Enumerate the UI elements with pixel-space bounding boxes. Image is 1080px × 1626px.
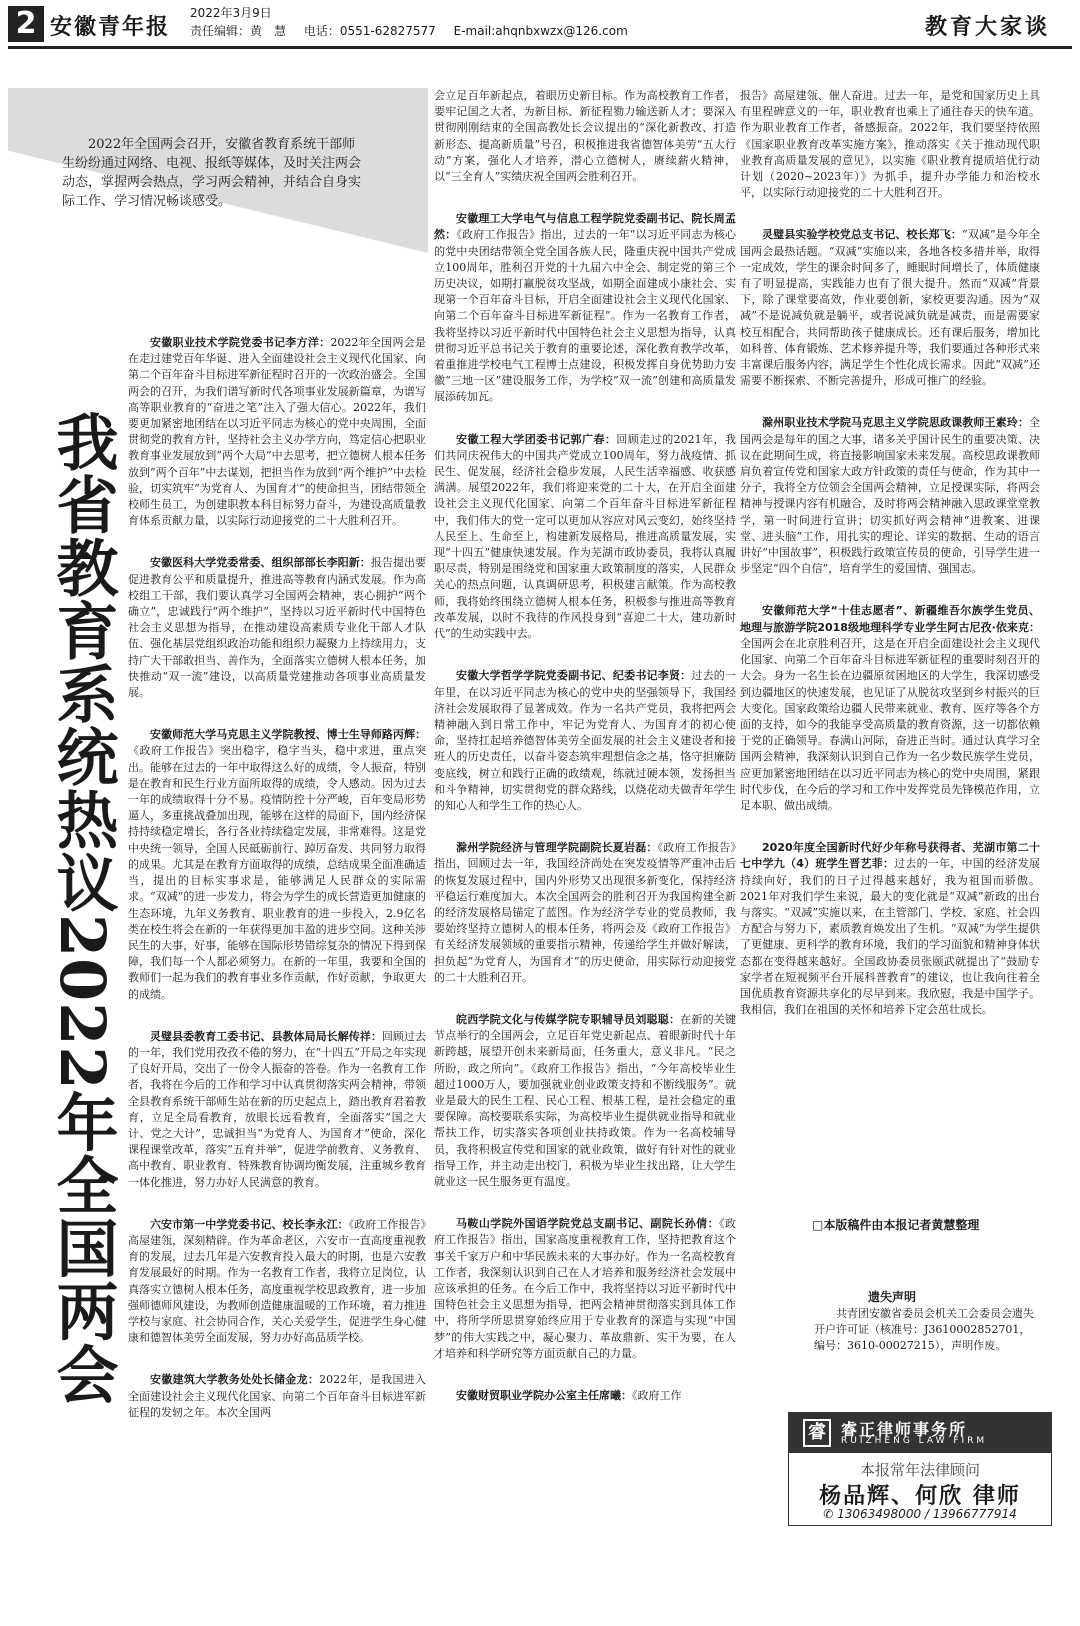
editor-name: 责任编辑：黄 慧	[190, 24, 287, 38]
article	[740, 840, 1040, 1018]
masthead-rule	[8, 46, 1072, 49]
speaker: 安徽医科大学党委常委、组织部部长李阳新：	[150, 556, 371, 570]
law-firm-logo-icon: 睿	[803, 1419, 831, 1447]
speaker: 安徽工程大学团委书记郭广春：	[456, 432, 617, 446]
phone: 电话：0551-62827577	[303, 24, 436, 38]
article-body: 报告提出要促进教育公平和质量提升，推进高等教育内涵式发展。作为高校组工干部，我们要认真学习全国两会精神，衷心拥护“两个确立”，忠诚践行“两个维护”，坚持以习近平新时代中国特色社会主义思想为指导，在推动建设高素质专业化干部人才队伍、强化基层党组织政治功能和组织力凝聚力上持续用力，支持广大干部敢担当、善作为，全面落实立德树人根本任务，加快推动“双一流”建设，以高质量党建推动各项事业高质量发展。	[128, 556, 427, 700]
article-body: 《政府工作报告》指出，过去的一年“以习近平同志为核心的党中央团结带领全党全国各族人民，隆重庆祝中国共产党成立100周年，胜利召开党的十九届六中全会、制定党的第三个历史决议，如期打赢脱贫攻坚战，如期全面建成小康社会、实现第一个百年奋斗目标，开启全面建设社会主义现代化国家、向第二个百年奋斗目标进军新征程”。作为一名教育工作者，我将坚持以习近平新时代中国特色社会主义思想为指导，认真贯彻习近平总书记关于教育的重要论述，深化教育教学改革，着重推进学校电气工程博士点建设，积极发挥自身优势助力安徽“三地一区”建设服务工作，为学校“双一流”创建和高质量发展添砖加瓦。	[434, 228, 737, 404]
article-body: 《政府工作报告》高屋建瓴，深刻精辟。作为革命老区，六安市一直高度重视教育的发展，过去几年是六安教育投入最大的时期，也是六安教育发展最好的时期。作为一名教育工作者，我将立足岗位，认真落实立德树人根本任务，高度重视学校思政教育，进一步加强师德师风建设，为教师创造健康温暖的工作环境，着力推进学校与家庭、社会协同合作，关心关爱学生，促进学生身心健康和德智体美劳全面发展，努力办好高品质学校。	[128, 1217, 426, 1345]
law-firm-name-en: RUIZHENG LAW FIRM	[841, 1436, 988, 1446]
article	[434, 1388, 736, 1404]
speaker: 安徽大学哲学学院党委副书记、纪委书记李贤：	[456, 669, 692, 683]
article-body: 回顾过去的一年，我们党用孜孜不倦的努力，在“十四五”开局之年实现了良好开局，交出了一份令人振奋的答卷。作为一名教育工作者，我将在今后的工作和学习中认真贯彻落实两会精神，带领全县教育系统干部师生站在新的历史起点上，踏出教育君着教育，立足全局看教育，放眼长远看教育，全面落实“国之大计、党之大计”，忠诚担当“为党育人、为国育才”使命，深化课程课堂改革，落实“五育并举”，促进学前教育、义务教育、高中教育、职业教育、特殊教育协调均衡发展，注重城乡教育一体化推进，努力办好人民满意的教育。	[128, 1029, 426, 1189]
article	[434, 1012, 736, 1190]
article	[128, 335, 426, 529]
article-continued	[434, 88, 736, 185]
speaker: 安徽理工大学电气与信息工程学院党委副书记、院长周孟然：	[434, 212, 736, 242]
article-body: 过去的一年，中国的经济发展持续向好，我们的日子过得越来越好，我为祖国而骄傲。2021年对我们学生来说，最大的变化就是“双减”新政的出台与落实。“双减”实施以来，在主管部门、学校、家庭、社会四方配合与努力下，素质教育焕发出了生机。“双减”为学生提供了更健康、更科学的教育环境，我们的学习面貌和精神身体状态都在变得越来越好。全国政协委员张颐武就提出了“鼓励专家学者在短视频平台开展科普教育”的建议，也让我向往着全国优质教育资源共享化的尽早到来。我欣慰，我是中国学子。我相信，我们在祖国的关怀和培养下定会茁壮成长。	[740, 857, 1041, 1017]
article	[128, 555, 426, 701]
lost-notice-body: 共青团安徽省委员会机关工会委员会遗失开户许可证（核准号：J3610002852701，编号：3610-00027215），声明作废。	[814, 1307, 1034, 1352]
speaker: 2020年度全国新时代好少年称号获得者、芜湖市第二十七中学九（4）班学生晋艺菲：	[740, 841, 1040, 871]
editor-contact	[190, 22, 642, 40]
ad-phone: ✆ 13063498000 / 13966777914	[823, 1507, 1017, 1521]
article	[434, 668, 736, 814]
speaker: 皖西学院文化与传媒学院专职辅导员刘聪聪：	[456, 1012, 681, 1026]
speaker: 六安市第一中学党委书记、校长李永江：	[150, 1217, 349, 1231]
newspaper-name: 安徽青年报	[50, 14, 171, 40]
article-continued	[740, 88, 1040, 201]
law-firm-name: 睿正律师事务所	[841, 1420, 968, 1439]
article-body: “双减”是今年全国两会最热话题。“双减”实施以来，各地各校多措并举，取得一定成效，学生的课余时间多了，睡眠时间增长了，体质健康有了明显提高，实践能力也有了很大提升。然而“双减”背景下，除了课堂要高效，作业要创新，家校更要沟通。因为“双减”不是说减负就是躺平，或者说减负就是减责，而是需要家校互相配合，共同帮助孩子健康成长。还有课后服务，增加比如科普、体育锻炼、艺术修养提升等，我们要通过各种形式来丰富课后服务内容，满足学生个性化成长需求。因此“双减”还需要不断探索、不断完善提升，形成可推广的经验。	[740, 228, 1041, 388]
column-2	[434, 88, 736, 1430]
speaker: 安徽师范大学马克思主义学院教授、博士生导师路丙辉：	[150, 728, 426, 742]
lead-paragraph: 2022年全国两会召开，安徽省教育系统干部师生纷纷通过网络、电视、报纸等媒体，及时关注两会动态，掌握两会热点，学习两会精神，并结合自身实际工作、学习情况畅谈感受。	[62, 137, 362, 209]
speaker: 滁州职业技术学院马克思主义学院思政课教师王素玲：	[762, 416, 1029, 430]
speaker: 安徽建筑大学教务处处长储金龙：	[150, 1373, 320, 1387]
article-body: 2022年，是我国进入全面建设社会主义现代化国家、向第二个百年奋斗目标进军新征程的发轫之年。本次全国两	[128, 1373, 426, 1419]
speaker: 安徽职业技术学院党委书记李方洋：	[150, 336, 331, 349]
article	[740, 415, 1040, 577]
masthead-meta	[190, 4, 642, 40]
speaker: 灵璧县实验学校党总支书记、校长郑飞：	[762, 228, 962, 242]
article-body: 《政府工作报告》指出，回顾过去一年，我国经济尚处在突发疫情等严重冲击后的恢复发展过程中，国内外形势又出现很多新变化，保持经济平稳运行难度加大。本次全国两会的胜利召开为我国构建全新的经济发展格局锚定了蓝图。作为经济学专业的党员教师，我要始终坚持立德树人的根本任务，将两会及《政府工作报告》有关经济发展领域的重要指示精神，传递给学生并做好解读，担负起“为党育人，为国育才”的历史使命，用实际行动迎接党的二十大胜利召开。	[434, 841, 737, 984]
article	[434, 211, 736, 405]
editor-note: □本版稿件由本报记者黄慧整理	[812, 1218, 980, 1232]
article-body: 会立足百年新起点，着眼历史新目标。作为高校教育工作者，要牢记国之大者，为新目标、新征程勠力输送新人才；要深入贯彻刚刚结束的全国高教处长会议提出的“深化新教改、打造新形态、提高新质量”号召，积极推进我省德智体美劳“五大行动”方案，强化人才培养，潜心立德树人，赓续薪火精神，以“三全育人”实绩庆祝全国两会胜利召开。	[434, 89, 736, 184]
article-body: 回顾走过的2021年，我们共同庆祝伟大的中国共产党成立100周年，努力战疫情、抓民生、促发展，经济社会稳步发展，人民生活幸福感、收获感满满。展望2022年，我们将迎来党的二十大，在开启全面建设社会主义现代化国家、向第二个百年奋斗目标进军新征程中，我们伟大的党一定可以更加从容应对风云变幻，始终坚持人民至上、生命至上，构建新发展格局，推进高质量发展，实现“十四五”健康快速发展。作为芜湖市政协委员，我将认真履职尽责，特别是围绕党和国家重大政策制度的落实，人民群众关心的热点问题，认真调研思考，积极建言献策。作为高校教师，我将始终围绕立德树人根本任务，积极参与推进高等教育改革发展，以时不我待的作风投身到“喜迎二十大，建功新时代”的生动实践中去。	[434, 432, 737, 641]
article-body: 在新的关键节点举行的全国两会，立足百年党史新起点、着眼新时代十年新跨越，展望开创未来新局面，任务重大，意义非凡。“民之所盼，政之所向”。《政府工作报告》指出，“今年高校毕业生超过1000万人，要加强就业创业政策支持和不断线服务”。就业是最大的民生工程、民心工程、根基工程，是社会稳定的重要保障。高校要联系实际，为高校毕业生提供就业指导和就业帮扶工作，切实落实各项创业扶持政策。作为一名高校辅导员，我将积极宣传党和国家的就业政策，做好有针对性的就业指导工作，并主动走出校门，积极为毕业生找出路，让大学生就业这一民生服务更有温度。	[434, 1012, 737, 1188]
section-title: 教育大家谈	[924, 14, 1050, 40]
article-body: 《政府工作	[632, 1389, 682, 1403]
article-body: 2022年全国两会是在走过建党百年华诞、进入全面建设社会主义现代化国家、向第二个百年奋斗目标进军新征程时召开的一次政治盛会。全国两会的召开，为我们谱写新时代各项事业发展新篇章，为谱写高等职业教育的“奋进之笔”注入了强大信心。2022年，我们要更加紧密地团结在以习近平同志为核心的党中央周围，全面贯彻党的教育方针，坚持社会主义办学方向，笃定信心把职业教育事业发展放到“两个大局”中去思考，把立德树人根本任务放到“两个百年”中去谋划，把担当作为放到“两个维护”中去检验，切实筑牢“为党育人、为国育才”的使命担当，团结带领全校师生员工，为创建职教本科目标努力奋斗，为建设高质量教育体系贡献力量，以实际行动迎接党的二十大胜利召开。	[128, 336, 427, 528]
article-body: 《政府工作报告》指出，国家高度重视教育工作，坚持把教育这个事关千家万户和中华民族未来的大事办好。作为一名高校教育工作者，我深刻认识到自己在人才培养和服务经济社会发展中应该承担的任务。在今后工作中，我将坚持以习近平新时代中国特色社会主义思想为指导，把两会精神贯彻落实到具体工作中，将所学所思贯穿始终应用于专业教育的深造与实现“中国梦”的伟大实践之中，凝心聚力、革故鼎新、实干为要，在人才培养和科学研究等方面贡献自己的力量。	[434, 1217, 736, 1360]
page-number: 2	[8, 6, 44, 42]
ad-subtitle: 本报常年法律顾问	[859, 1461, 980, 1479]
lost-notice-title: 遗失声明	[868, 1290, 917, 1304]
ad-lawyers: 杨品辉、何欣 律师	[819, 1484, 1021, 1509]
article-body: 全国两会在北京胜利召开，这是在开启全面建设社会主义现代化国家、向第二个百年奋斗目标进军新征程的重要时刻召开的大会。身为一名生长在边疆原贫困地区的大学生，我深切感受到边疆地区的快速发展，也见证了从脱贫攻坚到乡村振兴的巨大变化。国家政策给边疆人民带来就业、教育、医疗等各个方面的支持，如今的我能享受高质量的教育资源，这一切都依赖于党的正确领导。春满山河际，奋进正当时。通过认真学习全国两会精神，我深刻认识到自己作为一名少数民族学生党员，应更加紧密地团结在以习近平同志为核心的党中央周围，紧跟时代步伐，在今后的学习和工作中发挥党员先锋模范作用，立足本职、做出成绩。	[740, 636, 1040, 812]
article-body: 过去的一年里，在以习近平同志为核心的党中央的坚强领导下，我国经济社会发展取得了显著成效。作为一名共产党员，我将把两会精神融入到日常工作中，牢记为党育人、为国育才的初心使命，坚持扛起培养德智体美劳全面发展的社会主义建设者和接班人的历史责任，以奋斗姿态筑牢理想信念之基，恪守担廉防变底线，树立和践行正确的政绩观，练就过硬本领，发扬担当和斗争精神，切实贯彻党的群众路线，以烧花动夫做青年学生的知心人和学生工作的热心人。	[434, 669, 736, 812]
article	[740, 227, 1040, 389]
article	[128, 727, 426, 1002]
article	[434, 840, 736, 986]
article-body: 报告》高屋建瓴、催人奋进。过去一年，是党和国家历史上具有里程碑意义的一年，职业教育也乘上了通往春天的快车道。作为职业教育工作者，备感振奋。2022年，我们要坚持依照《国家职业教育改革实施方案》，推动落实《关于推动现代职业教育高质量发展的意见》，以实施《职业教育提质培优行动计划（2020~2023年）》为抓手，提升办学能力和治校水平，以实际行动迎接党的二十大胜利召开。	[740, 89, 1040, 200]
column-1	[128, 335, 426, 1447]
law-firm-ad	[788, 1412, 1052, 1526]
article	[128, 1372, 426, 1421]
article	[434, 1216, 736, 1362]
ad-banner	[789, 1413, 1051, 1453]
article-body: 《政府工作报告》突出稳字，稳字当头，稳中求进，重点突出。能够在过去的一年中取得这么好的成绩，令人振奋，特别是在教育和民生行业方面所取得的成绩，令人感动。因为过去一年的成绩取得十分不易。疫情防控十分严峻，百年变局形势逼人，多重挑战叠加出现，能够在这样的局面下，国内经济保持持续稳定增长，各行各业持续稳定发展，非常难得。这是党中央统一领导，全国人民砥砺前行、踔厉奋发、共同努力取得的成果。尤其是在教育方面取得的成绩，总结成果全面准确适当，提出的目标实事求是，能够满足人民群众的实际需求。“双减”的进一步发力，将会为学生的成长营造更加健康的生态环境，九年义务教育、职业教育的进一步投入，2.9亿名类在校生将会在新的一年获得更加丰盈的进步空间。这种关涉民生的大事，好事，能够在国际形势错综复杂的情况下得到保障，我们每一个人都必须努力。在新的一年里，我要和全国的教师们一起为我们的教育事业多作贡献，作好贡献，争取更大的成绩。	[128, 744, 426, 1001]
article	[128, 1217, 426, 1347]
speaker: 安徽财贸职业学院办公室主任席曦：	[456, 1389, 632, 1403]
speaker: 滁州学院经济与管理学院副院长夏岩磊：	[456, 841, 658, 855]
article-body: 全国两会是每年的国之大事，诸多关乎国计民生的重要决策、决议在此期间生成，将直接影响国家未来发展。高校思政课教师肩负着宣传党和国家大政方针政策的责任与使命，作为其中一分子，我将全方位领会全国两会精神，立足授课实际，将两会精神与授课内容有机融合，及时将两会精神融入思政课堂堂教学，第一时间进行宣讲；切实抓好两会精神“进教案、进课堂、进头脑”工作，用扎实的理论、详实的数据、生动的语言讲好“中国故事”，积极践行政策宣传员的使命，引导学生进一步坚定“四个自信”，培育学生的爱国情、强国志。	[740, 416, 1040, 576]
masthead	[0, 0, 1080, 46]
article	[434, 432, 736, 643]
issue-date: 2022年3月9日	[190, 6, 272, 20]
speaker: 灵璧县委教育工委书记、县教体局局长解传祥：	[150, 1029, 382, 1043]
article	[128, 1029, 426, 1191]
speaker: 马鞍山学院外国语学院党总支副书记、副院长孙倩：	[456, 1217, 720, 1231]
speaker: 安徽师范大学“十佳志愿者”、新疆维吾尔族学生党员、地理与旅游学院2018级地理科学专业学生阿古尼孜·依来克：	[740, 604, 1040, 634]
email: E-mail:ahqnbxwzx@126.com	[453, 24, 628, 38]
headline: 我省教育系统热议2022年全国两会	[46, 410, 119, 1406]
article	[740, 603, 1040, 814]
column-3	[740, 88, 1040, 1044]
